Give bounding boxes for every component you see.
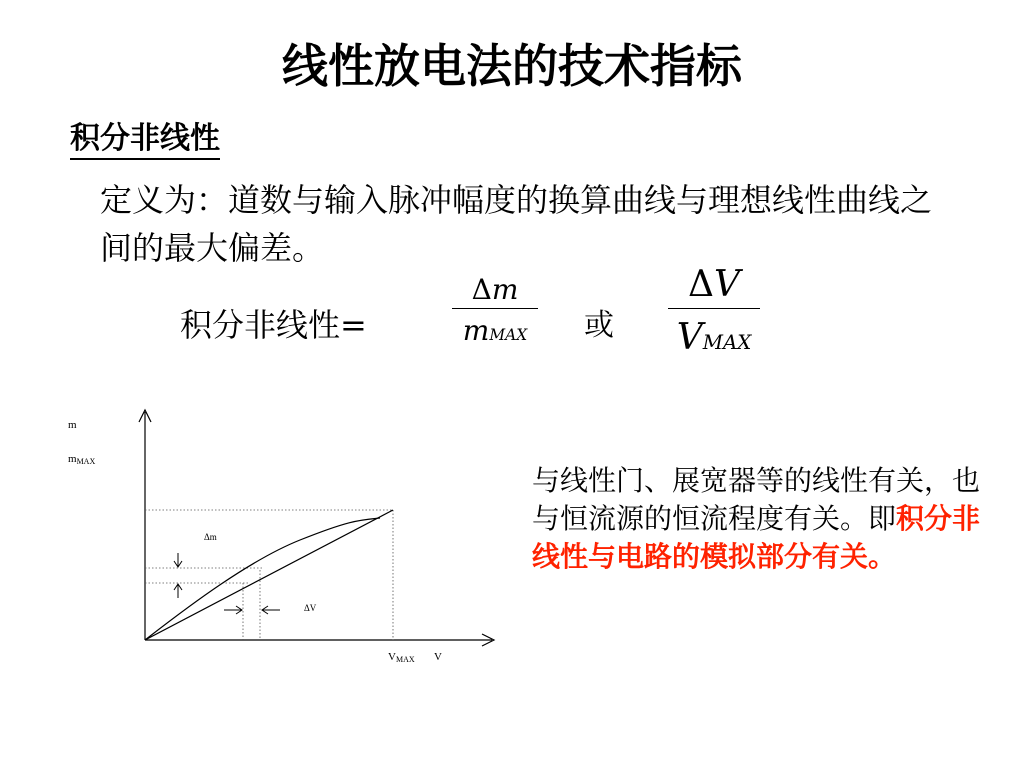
fraction-numerator: ΔV [688,264,740,305]
section-heading: 积分非线性 [70,120,220,160]
or-text: 或 [584,308,614,343]
ideal-linear-line [145,510,393,640]
fraction-denominator: mMAX [462,314,528,347]
delta-m-label: Δm [204,532,217,542]
x-label-v: V [434,651,442,663]
note-highlight: 积分非线性与电路的模拟部分有关。 [532,502,981,573]
y-label-m: m [68,419,77,431]
delta-v-label: ΔV [304,603,317,613]
formula-label: 积分非线性= [180,306,367,344]
slide-title: 线性放电法的技术指标 [282,39,742,93]
fraction-denominator: VMAX [676,317,752,358]
note-text: 与线性门、展宽器等的线性有关，也与恒流源的恒流程度有关。即 [532,464,981,535]
definition-text: 定义为：道数与输入脉冲幅度的换算曲线与理想线性曲线之间的最大偏差。 [100,181,933,267]
y-label-mmax: mMAX [68,453,96,466]
x-label-vmax: VMAX [388,651,415,664]
explanation-note [532,462,992,576]
fraction-numerator: Δm [471,273,519,306]
